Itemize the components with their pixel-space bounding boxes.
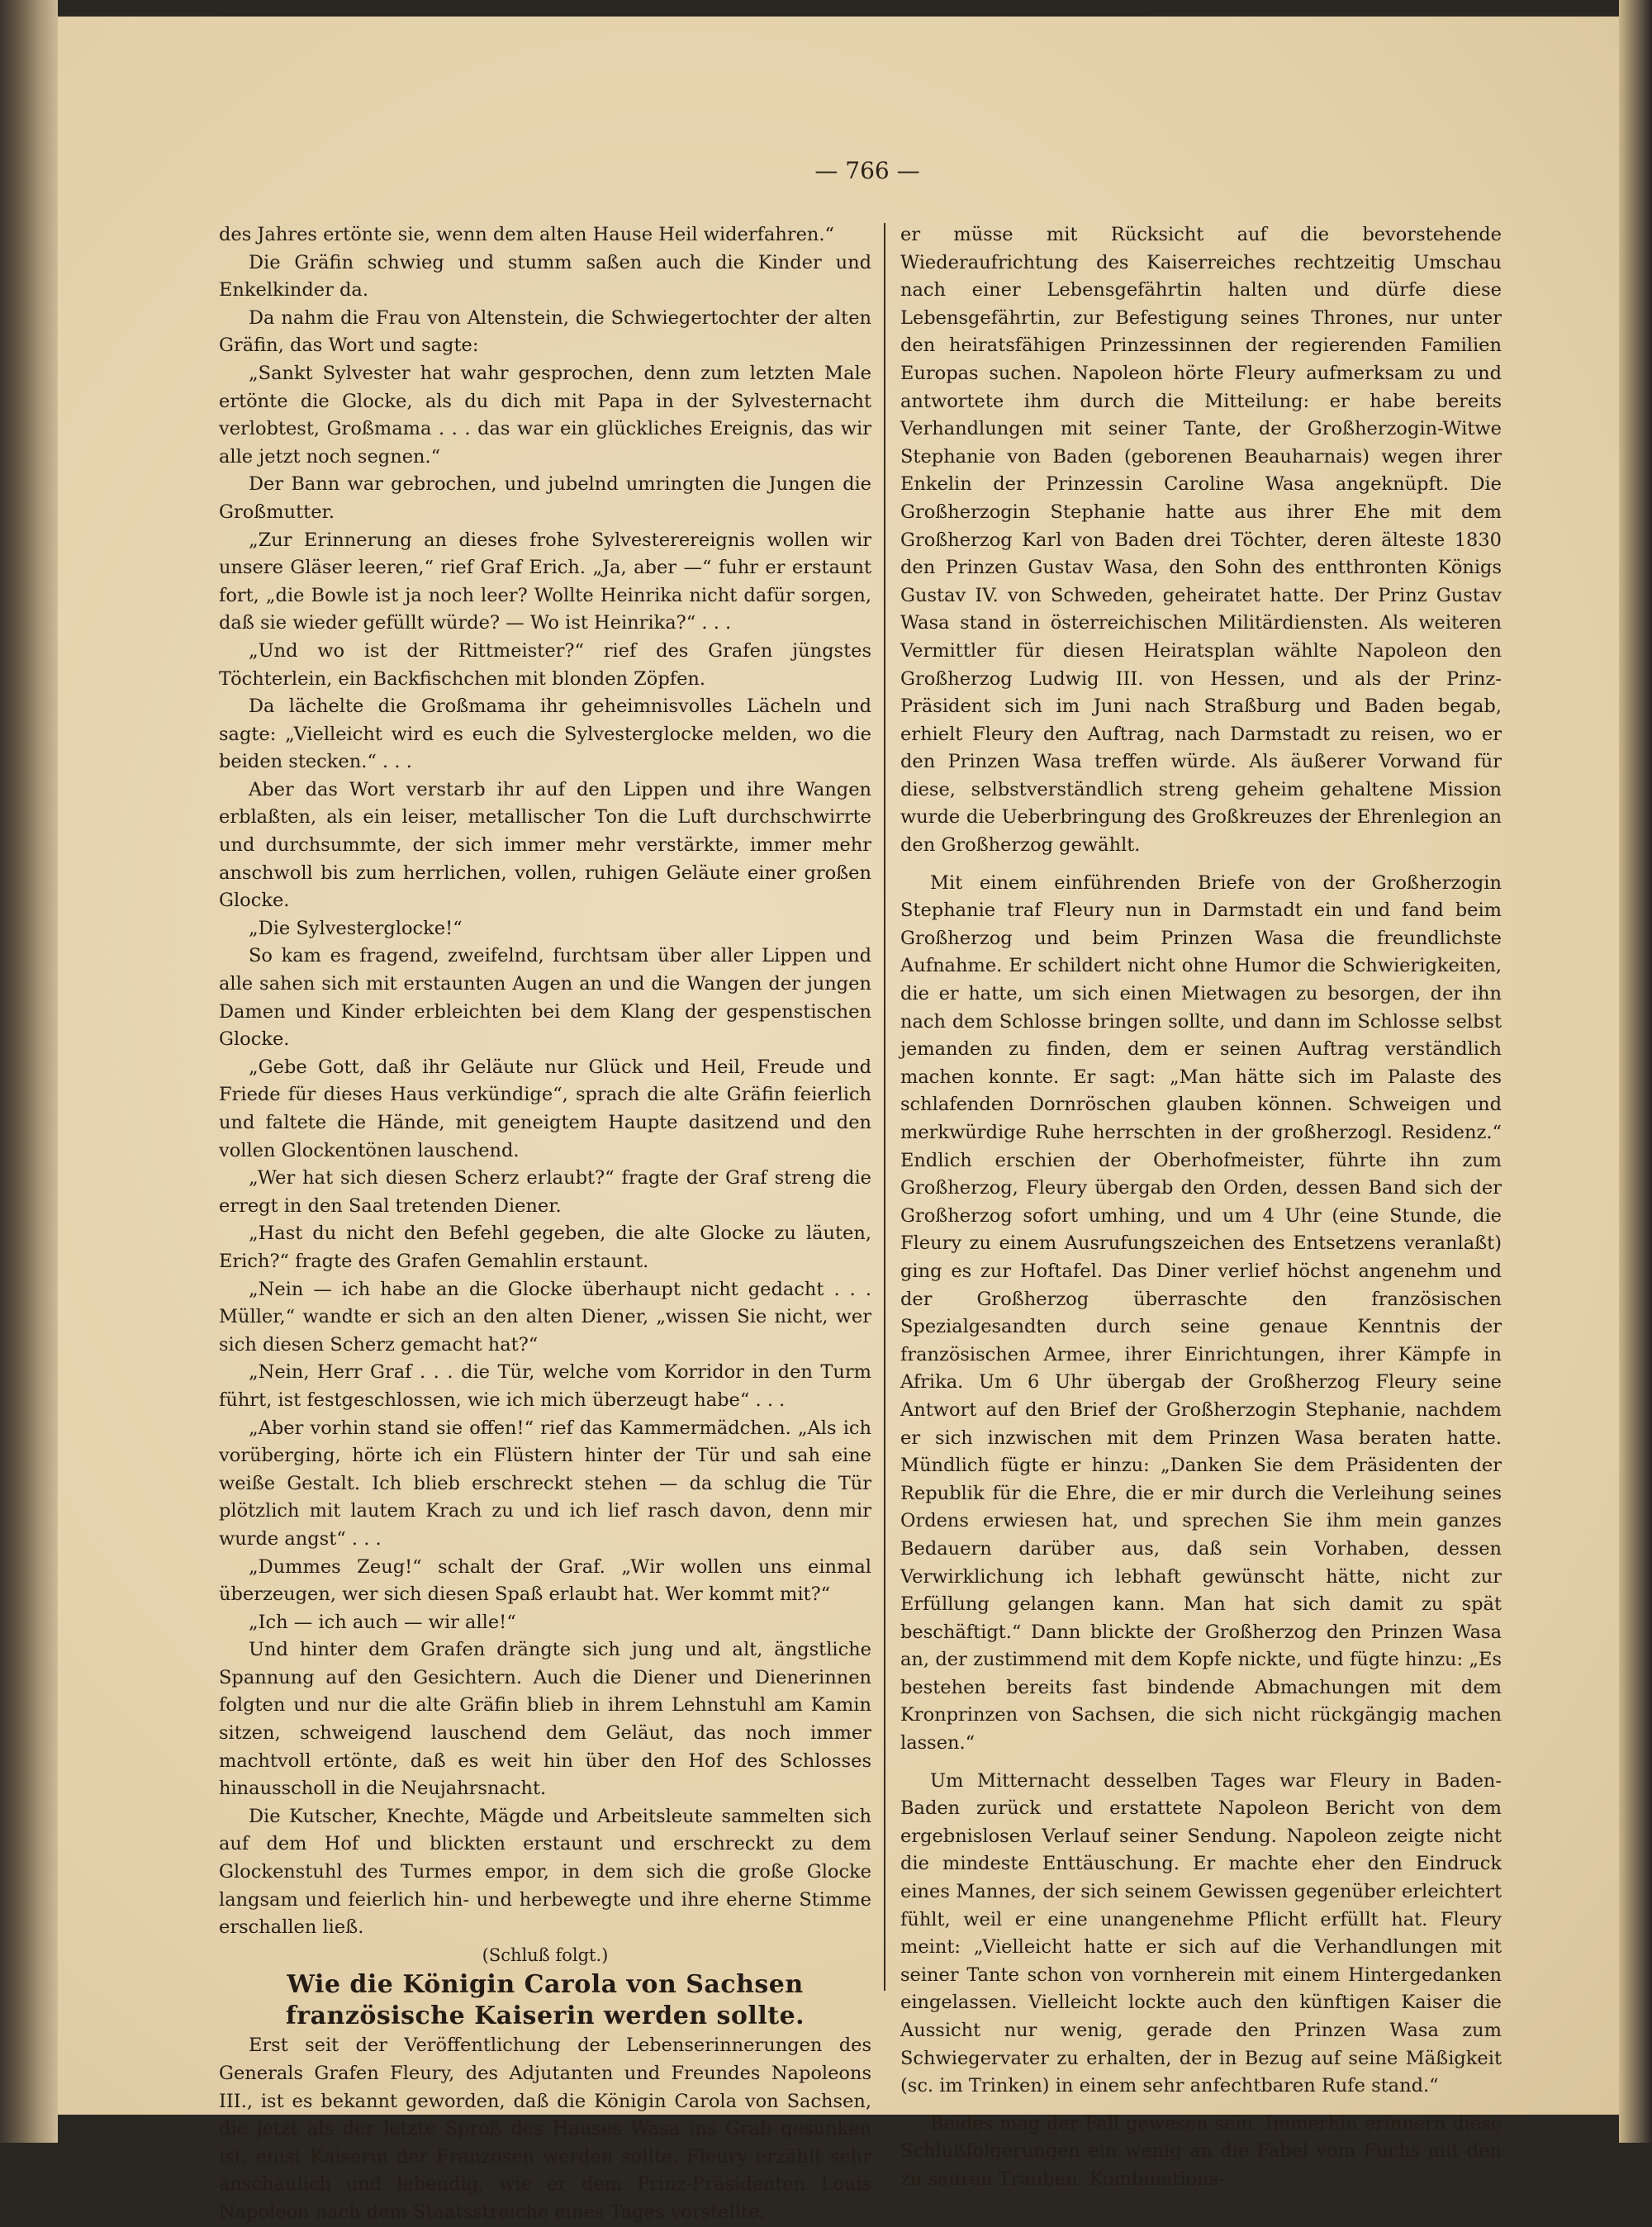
paragraph: Und hinter dem Grafen drängte sich jung und alt, ängstliche Spannung auf den Gesichtern. Auch die Diener und Dienerinnen folgten und nur die alte Gräfin blieb in ihrem Lehnstuhl am Kamin sitzen, schweigend lauschend dem Geläut, das noch immer machtvoll ertönte, daß es weit hin über den Hof des Schlosses hinausscholl in die Neujahrsnacht.: [219, 1639, 871, 1800]
paragraph: Da nahm die Frau von Altenstein, die Schwiegertochter der alten Gräfin, das Wort und sagte:: [219, 306, 871, 357]
paragraph: „Die Sylvesterglocke!“: [249, 917, 463, 939]
paragraph: Aber das Wort verstarb ihr auf den Lippen und ihre Wangen erblaßten, als ein leiser, metallischer Ton die Luft durchschwirrte und durchsummte, der sich immer mehr verstärkte, immer mehr anschwoll bis zum herrlichen, vollen, ruhigen Geläute einer großen Glocke.: [219, 778, 871, 912]
paragraph: „Aber vorhin stand sie offen!“ rief das Kammermädchen. „Als ich vorüberging, hörte ich ein Flüstern hinter der Tür und sah eine weiße Gestalt. Ich blieb erschreckt stehen — da schlug die Tür plötzlich mit lautem Krach zu und ich lief rasch davon, denn mir wurde angst“ . . .: [219, 1417, 871, 1550]
paragraph: „Ich — ich auch — wir alle!“: [249, 1611, 516, 1633]
paragraph: Die Kutscher, Knechte, Mägde und Arbeitsleute sammelten sich auf dem Hof und blickten erstaunt und erschreckt zu dem Glockenstuhl des Turmes empor, in dem sich die große Glocke langsam und feierlich hin- und herbewegte und ihre eherne Stimme erschallen ließ.: [219, 1805, 871, 1939]
paragraph: „Zur Erinnerung an dieses frohe Sylvesterereignis wollen wir unsere Gläser leeren,“ rief Graf Erich. „Ja, aber —“ fuhr er erstaunt fort, „die Bowle ist ja noch leer? Wollte Heinrika nicht dafür sorgen, daß sie wieder gefüllt würde? — Wo ist Heinrika?“ . . .: [219, 529, 871, 634]
paragraph: „Sankt Sylvester hat wahr gesprochen, denn zum letzten Male ertönte die Glocke, als du dich mit Papa in der Sylvesternacht verlobtest, Großmama . . . das war ein glückliches Ereignis, das wir alle jetzt noch segnen.“: [219, 362, 871, 468]
right-column: [900, 221, 1502, 2190]
newspaper-page: [58, 17, 1619, 2223]
left-column: [219, 221, 871, 2223]
paragraph: „Dummes Zeug!“ schalt der Graf. „Wir wollen uns einmal überzeugen, wer sich diesen Spaß erlaubt hat. Wer kommt mit?“: [219, 1555, 871, 1606]
article-headline: Wie die Königin Carola von Sachsen französische Kaiserin werden sollte.: [285, 1970, 805, 2031]
paragraph: „Hast du nicht den Befehl gegeben, die alte Glocke zu läuten, Erich?“ fragte des Grafen Gemahlin erstaunt.: [219, 1223, 871, 1272]
paragraph: Die Gräfin schwieg und stumm saßen auch die Kinder und Enkelkinder da.: [219, 251, 871, 302]
paragraph: Der Bann war gebrochen, und jubelnd umringten die Jungen die Großmutter.: [219, 473, 871, 523]
paragraph: „Wer hat sich diesen Scherz erlaubt?“ fragte der Graf streng die erregt in den Saal tretenden Diener.: [219, 1167, 871, 1217]
book-binding-left: [0, 0, 58, 2143]
paragraph: er müsse mit Rücksicht auf die bevorstehende Wiederaufrichtung des Kaiserreiches rechtzeitig Umschau nach einer Lebensgefährtin halten und dürfe diese Lebensgefährtin, zur Befestigung seines Thrones, nur unter den heiratsfähigen Prinzessinnen der regierenden Familien Europas suchen. Napoleon hörte Fleury aufmerksam zu und antwortete ihm durch die Mitteilung: er habe bereits Verhandlungen mit seiner Tante, der Großherzogin-Witwe Stephanie von Baden (geborenen Beauharnais) wegen ihrer Enkelin der Prinzessin Caroline Wasa angeknüpft. Die Großherzogin Stephanie hatte aus ihrer Ehe mit dem Großherzog Karl von Baden drei Töchter, deren älteste 1830 den Prinzen Gustav Wasa, den Sohn des entthronten Königs Gustav IV. von Schweden, geheiratet hatte. Der Prinz Gustav Wasa stand in österreichischen Militärdiensten. Als weiteren Vermittler für diesen Heiratsplan wählte Napoleon den Großherzog Ludwig III. von Hessen, und als der Prinz-Präsident sich im Juni nach Straßburg und Baden begab, erhielt Fleury den Auftrag, nach Darmstadt zu reisen, wo er den Prinzen Wasa treffen würde. Als äußerer Vorwand für diese, selbstverständlich streng geheim gehaltene Mission wurde die Ueberbringung des Großkreuzes der Ehrenlegion an den Großherzog gewählt.: [900, 224, 1502, 857]
book-binding-right: [1619, 0, 1652, 2143]
paragraph: „Nein — ich habe an die Glocke überhaupt nicht gedacht . . . Müller,“ wandte er sich an den alten Diener, „wissen Sie nicht, wer sich diesen Scherz gemacht hat?“: [219, 1278, 871, 1356]
paragraph: des Jahres ertönte sie, wenn dem alten Hause Heil widerfahren.“: [219, 224, 835, 245]
paragraph: „Und wo ist der Rittmeister?“ rief des Grafen jüngstes Töchterlein, ein Backfischchen mit blonden Zöpfen.: [219, 639, 871, 690]
paragraph: „Nein, Herr Graf . . . die Tür, welche vom Korridor in den Turm führt, ist festgeschlossen, wie ich mich überzeugt habe“ . . .: [219, 1361, 871, 1411]
column-divider: [884, 223, 885, 1991]
paragraph: Beides mag der Fall gewesen sein. Immerhin erinnern diese Schlußfolgerungen ein wenig an die Fabel vom Fuchs mit den zu sauren Trauben. Kombinations-: [900, 2112, 1502, 2190]
paragraph: So kam es fragend, zweifelnd, furchtsam über aller Lippen und alle sahen sich mit erstaunten Augen an und die Wangen der jungen Damen und Kinder erbleichten bei dem Klang der gespenstischen Glocke.: [219, 945, 871, 1051]
paragraph: Erst seit der Veröffentlichung der Lebenserinnerungen des Generals Grafen Fleury, des Adjutanten und Freundes Napoleons III., ist es bekannt geworden, daß die Königin Carola von Sachsen, die jetzt als der letzte Sproß des Hauses Wasa ins Grab gesunken ist, einst Kaiserin der Franzosen werden sollte. Fleury erzählt sehr anschaulich und lebendig, wie er dem Prinz-Präsidenten Louis Napoleon nach dem Staatsstreiche eines Tages vorstellte,: [219, 2035, 871, 2223]
to-be-continued-note: (Schluß folgt.): [482, 1944, 609, 1965]
paragraph: Da lächelte die Großmama ihr geheimnisvolles Lächeln und sagte: „Vielleicht wird es euch die Sylvesterglocke melden, wo die beiden stecken.“ . . .: [219, 696, 871, 773]
page-number: — 766 —: [814, 157, 920, 184]
paragraph: „Gebe Gott, daß ihr Geläute nur Glück und Heil, Freude und Friede für dieses Haus verkündige“, sprach die alte Gräfin feierlich und faltete die Hände, mit geneigtem Haupte dasitzend und den vollen Glockentönen lauschend.: [219, 1056, 871, 1161]
paragraph: Mit einem einführenden Briefe von der Großherzogin Stephanie traf Fleury nun in Darmstadt ein und fand beim Großherzog und beim Prinzen Wasa die freundlichste Aufnahme. Er schildert nicht ohne Humor die Schwierigkeiten, die er hatte, um sich einen Mietwagen zu besorgen, der ihn nach dem Schlosse bringen sollte, und dann im Schlosse selbst jemanden zu finden, dem er seinen Auftrag verständlich machen konnte. Er sagt: „Man hätte sich im Palaste des schlafenden Dornröschen glauben können. Schweigen und merkwürdige Ruhe herrschten in der großherzogl. Residenz.“ Endlich erschien der Oberhofmeister, führte ihn zum Großherzog, Fleury übergab den Orden, dessen Band sich der Großherzog sofort umhing, und um 4 Uhr (eine Stunde, die Fleury zu einem Ausrufungszeichen des Entsetzens veranlaßt) ging es zur Hoftafel. Das Diner verlief höchst angenehm und der Großherzog überraschte den französischen Spezialgesandten durch seine genaue Kenntnis der französischen Armee, ihrer Einrichtungen, ihrer Kämpfe in Afrika. Um 6 Uhr übergab der Großherzog Fleury seine Antwort auf den Brief der Großherzogin Stephanie, nachdem er sich inzwischen mit dem Prinzen Wasa beraten hatte. Mündlich fügte er hinzu: „Danken Sie dem Präsidenten der Republik für die Ehre, die er mir durch die Verleihung seines Ordens erwiesen hat, und sprechen Sie ihm mein ganzes Bedauern darüber aus, daß sein Vorhaben, dessen Verwirklichung ich lebhaft gewünscht hätte, nicht zur Erfüllung gelangen kann. Man hat sich damit zu spät beschäftigt.“ Dann blickte der Großherzog den Prinzen Wasa an, der zustimmend mit dem Kopfe nickte, und fügte hinzu: „Es bestehen bereits fast bindende Abmachungen mit dem Kronprinzen von Sachsen, die sich nicht rückgängig machen lassen.“: [900, 871, 1502, 1755]
paragraph: Um Mitternacht desselben Tages war Fleury in Baden-Baden zurück und erstattete Napoleon Bericht von dem ergebnislosen Verlauf seiner Sendung. Napoleon zeigte nicht die mindeste Enttäuschung. Er machte eher den Eindruck eines Mannes, der sich seinem Gewissen gegenüber erleichtert fühlt, weil er eine unangenehme Pflicht erfüllt hat. Fleury meint: „Vielleicht hatte er sich auf die Verhandlungen mit seiner Tante schon von vornherein mit einem Hintergedanken eingelassen. Vielleicht lockte auch den künftigen Kaiser die Aussicht nur wenig, gerade den Prinzen Wasa zum Schwiegervater zu erhalten, der in Bezug auf seine Mäßigkeit (sc. im Trinken) in einem sehr anfechtbaren Rufe stand.“: [900, 1769, 1502, 2097]
